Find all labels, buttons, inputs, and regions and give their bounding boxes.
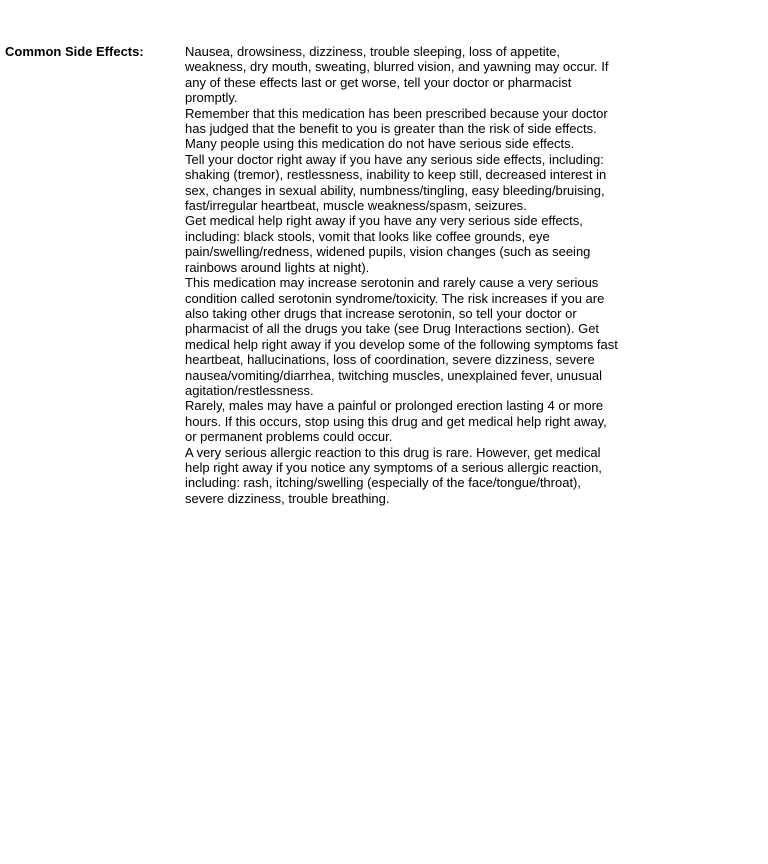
paragraph-benefit-note: Remember that this medication has been prescribed because your doctor has judged that the benefit to you is greater than the risk of side effects. Many people using this medication do not have serious side effects. [185, 105, 608, 152]
paragraph-serotonin-syndrome: This medication may increase serotonin and rarely cause a very serious condition called serotonin syndrome/toxicity. The risk increases if you are also taking other drugs that increase serotonin, so tell your doctor or pharmacist of all the drugs you take (see Drug Interactions section). Get medical help right away if you develop some of the following symptoms fast heartbeat, hallucinations, loss of coordination, severe dizziness, severe nausea/vomiting/diarrhea, twitching muscles, unexplained fever, unusual agitation/restlessness. [185, 275, 618, 398]
paragraph-serious-effects: Tell your doctor right away if you have any serious side effects, including: shaking (tremor), restlessness, inability to keep still, decreased interest in sex, changes in sexual ability, numbness/tingling, easy bleeding/bruising, fast/irregular heartbeat, muscle weakness/spasm, seizures. [185, 151, 607, 214]
paragraph-common-effects: Nausea, drowsiness, dizziness, trouble sleeping, loss of appetite, weakness, dry mouth, sweating, blurred vision, and yawning may occur. If any of these effects last or get worse, tell your doctor or pharmacist promptly. [185, 44, 609, 106]
paragraph-allergic-reaction: A very serious allergic reaction to this drug is rare. However, get medical help right away if you notice any symptoms of a serious allergic reaction, including: rash, itching/swelling (especially of the face/tongue/throat), severe dizziness, trouble breathing. [185, 444, 602, 506]
paragraph-prolonged-erection: Rarely, males may have a painful or prolonged erection lasting 4 or more hours. If this occurs, stop using this drug and get medical help right away, or permanent problems could occur. [185, 398, 607, 445]
side-effects-text [185, 44, 619, 506]
paragraph-very-serious-effects: Get medical help right away if you have any very serious side effects, including: black stools, vomit that looks like coffee grounds, eye pain/swelling/redness, widened pupils, vision changes (such as seeing rainbows around lights at night). [185, 213, 591, 275]
section-label: Common Side Effects: [5, 44, 144, 59]
